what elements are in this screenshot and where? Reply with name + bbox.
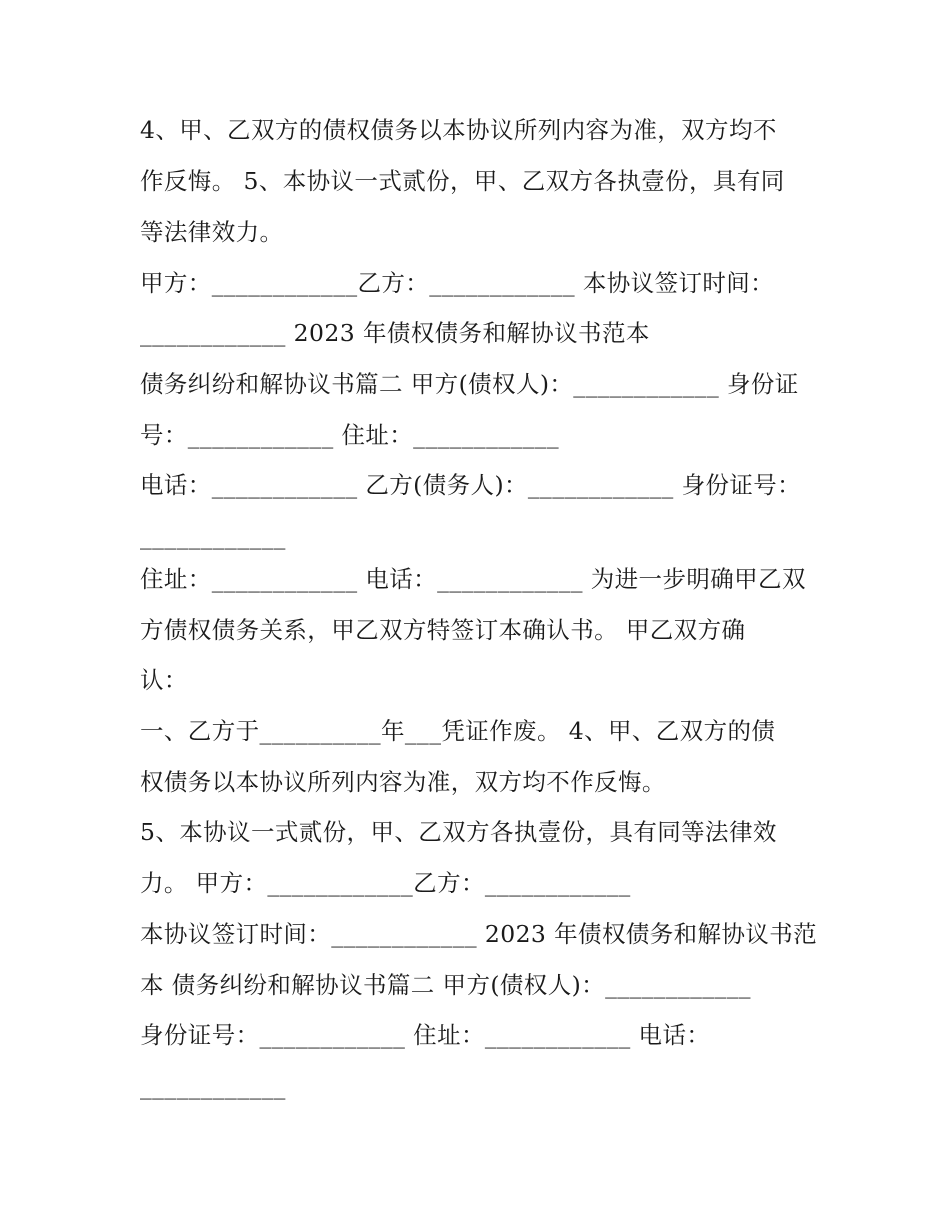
text-line: ____________ bbox=[140, 522, 286, 550]
text-line: 4、甲、乙双方的债权债务以本协议所列内容为准，双方均不 bbox=[140, 116, 777, 144]
text-line: 本协议签订时间：____________ 2023 年债权债务和解协议书范 bbox=[140, 920, 818, 948]
text-line: 一、乙方于__________年___凭证作废。 4、甲、乙双方的债 bbox=[140, 717, 776, 745]
text-line: 电话：____________ 乙方(债务人)：____________ 身份证号： bbox=[140, 471, 802, 499]
text-line: 方债权债务关系，甲乙双方特签订本确认书。 甲乙双方确 bbox=[140, 616, 746, 644]
text-line: 本 债务纠纷和解协议书篇二 甲方(债权人)：____________ bbox=[140, 971, 751, 999]
text-line: 号：____________ 住址：____________ bbox=[140, 421, 559, 449]
text-line: 作反悔。 5、本协议一式贰份，甲、乙双方各执壹份，具有同 bbox=[140, 167, 785, 195]
text-line: 等法律效力。 bbox=[140, 218, 284, 246]
text-line: ____________ 2023 年债权债务和解协议书范本 bbox=[140, 319, 650, 347]
text-line: 权债务以本协议所列内容为准，双方均不作反悔。 bbox=[140, 768, 666, 796]
text-line: 债务纠纷和解协议书篇二 甲方(债权人)：____________ 身份证 bbox=[140, 370, 799, 398]
text-line: 身份证号：____________ 住址：____________ 电话： bbox=[140, 1021, 711, 1049]
text-line: 甲方：____________乙方：____________ 本协议签订时间： bbox=[140, 269, 775, 297]
text-line: 力。 甲方：____________乙方：____________ bbox=[140, 869, 631, 897]
text-line: 5、本协议一式贰份，甲、乙双方各执壹份，具有同等法律效 bbox=[140, 818, 777, 846]
text-line: 认： bbox=[140, 666, 188, 694]
text-line: 住址：____________ 电话：____________ 为进一步明确甲乙双 bbox=[140, 565, 806, 593]
text-line: ____________ bbox=[140, 1072, 286, 1100]
